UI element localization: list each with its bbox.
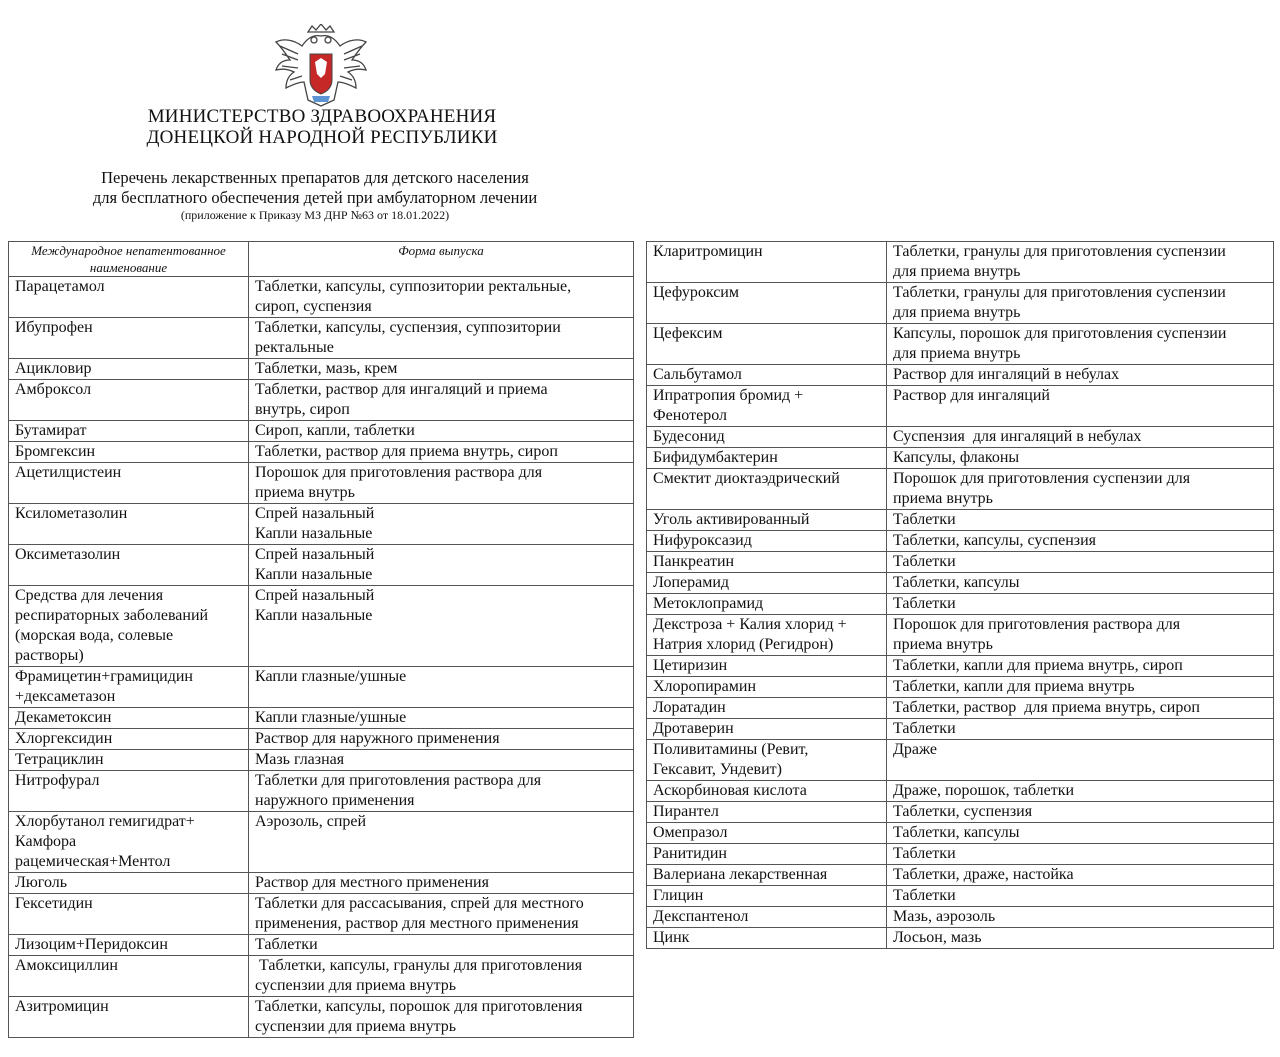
drug-name-line: Смектит диоктаэдрический	[653, 470, 840, 487]
release-form-line: Раствор для ингаляций	[893, 387, 1050, 404]
drug-name-cell	[9, 380, 249, 421]
release-form-cell	[249, 586, 634, 667]
release-form-line: Таблетки	[255, 936, 318, 953]
release-form-cell	[887, 698, 1274, 719]
release-form-line: Драже, порошок, таблетки	[893, 782, 1075, 799]
table-row	[9, 750, 634, 771]
table-row	[9, 504, 634, 545]
document-subtitle: (приложение к Приказу МЗ ДНР №63 от 18.01.2022)	[180, 208, 450, 222]
release-form-cell	[887, 552, 1274, 573]
release-form-line: Аэрозоль, спрей	[255, 813, 367, 830]
table-row	[647, 698, 1274, 719]
release-form-line: Таблетки, гранулы для приготовления суспензии	[893, 243, 1226, 260]
drug-name-cell	[647, 907, 887, 928]
drug-name-line: Хлорбутанол гемигидрат+	[15, 813, 195, 830]
drug-name-cell	[647, 365, 887, 386]
release-form-line: Таблетки, раствор для ингаляций и приема	[255, 381, 548, 398]
release-form-cell	[249, 729, 634, 750]
table-row	[9, 956, 634, 997]
release-form-line: Раствор для наружного применения	[255, 730, 500, 747]
drug-name-line: Бутамират	[15, 422, 87, 439]
release-form-line: ректальные	[255, 339, 334, 356]
release-form-cell	[249, 997, 634, 1038]
table-row	[647, 469, 1274, 510]
release-form-cell	[887, 865, 1274, 886]
drug-name-line: Глицин	[653, 887, 704, 904]
drug-name-line: рацемическая+Ментол	[15, 853, 171, 870]
drug-name-line: Парацетамол	[15, 278, 105, 295]
table-row	[9, 812, 634, 873]
drug-name-cell	[9, 359, 249, 380]
drug-name-cell	[647, 656, 887, 677]
title-line-1: Перечень лекарственных препаратов для детского населения	[101, 168, 529, 187]
drug-name-cell	[647, 283, 887, 324]
table-row	[647, 365, 1274, 386]
release-form-line: Таблетки, капсулы, суспензия	[893, 532, 1096, 549]
drug-name-line: Цинк	[653, 929, 690, 946]
release-form-line: Порошок для приготовления раствора для	[255, 464, 543, 481]
release-form-line: суспензии для приема внутрь	[255, 1018, 457, 1035]
drug-name-line: Нитрофурал	[15, 772, 100, 789]
drug-name-cell	[9, 442, 249, 463]
release-form-line: для приема внутрь	[893, 304, 1021, 321]
release-form-line: Капли назальные	[255, 566, 373, 583]
drug-name-cell	[647, 324, 887, 365]
table-row	[9, 667, 634, 708]
drug-name-cell	[647, 469, 887, 510]
release-form-line: Порошок для приготовления суспензии для	[893, 470, 1191, 487]
release-form-line: внутрь, сироп	[255, 401, 350, 418]
release-form-cell	[249, 421, 634, 442]
drug-name-line: Лоперамид	[653, 574, 730, 591]
drug-name-line: Гексавит, Ундевит)	[653, 761, 782, 778]
drug-name-line: Декспантенол	[653, 908, 749, 925]
release-form-cell	[887, 907, 1274, 928]
release-form-line: для приема внутрь	[893, 263, 1021, 280]
release-form-line: Мазь глазная	[255, 751, 345, 768]
drug-name-line: Ацикловир	[15, 360, 92, 377]
drug-name-cell	[9, 421, 249, 442]
release-form-cell	[887, 448, 1274, 469]
table-row	[647, 719, 1274, 740]
release-form-cell	[887, 594, 1274, 615]
release-form-line: наружного применения	[255, 792, 415, 809]
drug-name-line: Цефексим	[653, 325, 723, 342]
release-form-cell	[249, 956, 634, 997]
drug-name-line: Ацетилцистеин	[15, 464, 122, 481]
drug-name-cell	[9, 586, 249, 667]
left-table-body	[9, 277, 634, 1038]
table-row	[9, 997, 634, 1038]
table-row	[9, 586, 634, 667]
drug-name-line: Поливитамины (Ревит,	[653, 741, 809, 758]
drug-name-cell	[9, 935, 249, 956]
drug-name-line: Фрамицетин+грамицидин	[15, 668, 193, 685]
drug-name-line: Будесонид	[653, 428, 725, 445]
drug-name-line: респираторных заболеваний	[15, 607, 209, 624]
drug-name-cell	[9, 873, 249, 894]
drug-name-cell	[9, 277, 249, 318]
table-row	[647, 928, 1274, 949]
release-form-cell	[887, 802, 1274, 823]
release-form-cell	[887, 928, 1274, 949]
release-form-cell	[887, 573, 1274, 594]
table-row	[647, 573, 1274, 594]
drug-name-cell	[647, 594, 887, 615]
drug-name-line: Бифидумбактерин	[653, 449, 778, 466]
drug-name-line: Ибупрофен	[15, 319, 93, 336]
document-title	[60, 168, 570, 222]
ministry-line-2: ДОНЕЦКОЙ НАРОДНОЙ РЕСПУБЛИКИ	[146, 127, 498, 148]
release-form-cell	[887, 283, 1274, 324]
table-row	[647, 615, 1274, 656]
drug-name-cell	[9, 504, 249, 545]
drug-name-line: Люголь	[15, 874, 68, 891]
table-row	[647, 427, 1274, 448]
table-row	[9, 873, 634, 894]
release-form-line: Таблетки для приготовления раствора для	[255, 772, 542, 789]
release-form-line: Спрей назальный	[255, 546, 375, 563]
table-row	[647, 781, 1274, 802]
release-form-line: Таблетки, драже, настойка	[893, 866, 1074, 883]
release-form-line: Таблетки	[893, 845, 956, 862]
table-row	[9, 894, 634, 935]
ministry-line-1: МИНИСТЕРСТВО ЗДРАВООХРАНЕНИЯ	[147, 106, 497, 127]
release-form-line: Таблетки, капсулы, суспензия, суппозитории	[255, 319, 561, 336]
table-row	[647, 242, 1274, 283]
release-form-line: Таблетки, капли для приема внутрь, сироп	[893, 657, 1183, 674]
release-form-line: Драже	[893, 741, 937, 758]
drug-name-line: Кларитромицин	[653, 243, 763, 260]
release-form-line: приема внутрь	[893, 636, 993, 653]
release-form-line: приема внутрь	[255, 484, 355, 501]
drug-name-line: Омепразол	[653, 824, 728, 841]
release-form-cell	[249, 442, 634, 463]
table-row	[647, 656, 1274, 677]
drug-name-line: Амброксол	[15, 381, 92, 398]
table-row	[647, 510, 1274, 531]
release-form-cell	[249, 935, 634, 956]
coat-of-arms-icon	[272, 24, 370, 108]
release-form-cell	[887, 740, 1274, 781]
drug-name-cell	[647, 740, 887, 781]
table-row	[647, 886, 1274, 907]
release-form-line: Таблетки	[893, 887, 956, 904]
drug-name-cell	[647, 865, 887, 886]
release-form-line: Таблетки, мазь, крем	[255, 360, 398, 377]
release-form-line: Сироп, капли, таблетки	[255, 422, 415, 439]
release-form-cell	[249, 359, 634, 380]
drug-name-line: Декаметоксин	[15, 709, 112, 726]
release-form-line: Капли глазные/ушные	[255, 709, 407, 726]
release-form-cell	[887, 823, 1274, 844]
drug-name-cell	[9, 750, 249, 771]
drug-name-line: Нифуроксазид	[653, 532, 752, 549]
table-row	[647, 552, 1274, 573]
drug-name-cell	[647, 386, 887, 427]
release-form-cell	[249, 873, 634, 894]
table-row	[9, 771, 634, 812]
table-row	[9, 729, 634, 750]
drug-name-line: Дротаверин	[653, 720, 734, 737]
release-form-line: Капли назальные	[255, 525, 373, 542]
table-row	[647, 448, 1274, 469]
drug-name-line: Валериана лекарственная	[653, 866, 828, 883]
release-form-line: Спрей назальный	[255, 505, 375, 522]
release-form-cell	[887, 469, 1274, 510]
release-form-line: Капсулы, порошок для приготовления суспензии	[893, 325, 1227, 342]
release-form-line: Капсулы, флаконы	[893, 449, 1020, 466]
drug-name-cell	[647, 928, 887, 949]
column-header-form: Форма выпуска	[249, 242, 634, 277]
release-form-line: Раствор для местного применения	[255, 874, 489, 891]
release-form-line: Спрей назальный	[255, 587, 375, 604]
release-form-cell	[887, 615, 1274, 656]
release-form-line: Таблетки, суспензия	[893, 803, 1033, 820]
drug-name-line: Тетрациклин	[15, 751, 104, 768]
table-row	[647, 823, 1274, 844]
table-row	[647, 802, 1274, 823]
table-row	[647, 677, 1274, 698]
release-form-line: Таблетки	[893, 595, 956, 612]
table-row	[647, 740, 1274, 781]
release-form-line: применения, раствор для местного применения	[255, 915, 579, 932]
release-form-line: Порошок для приготовления раствора для	[893, 616, 1181, 633]
table-row	[647, 865, 1274, 886]
release-form-cell	[249, 771, 634, 812]
release-form-line: Суспензия для ингаляций в небулах	[893, 428, 1142, 445]
drug-name-cell	[647, 510, 887, 531]
drug-name-line: Бромгексин	[15, 443, 96, 460]
release-form-line: Таблетки, капсулы, порошок для приготовления	[255, 998, 583, 1015]
release-form-line: Таблетки, капсулы	[893, 574, 1020, 591]
release-form-cell	[887, 656, 1274, 677]
release-form-line: Таблетки, капсулы, суппозитории ректальные,	[255, 278, 572, 295]
drug-name-cell	[647, 823, 887, 844]
release-form-line: Капли назальные	[255, 607, 373, 624]
drug-name-cell	[647, 615, 887, 656]
drug-name-line: Фенотерол	[653, 407, 727, 424]
table-row	[9, 935, 634, 956]
drug-name-line: Хлоргексидин	[15, 730, 113, 747]
release-form-cell	[887, 719, 1274, 740]
release-form-line: Таблетки	[893, 720, 956, 737]
table-row	[9, 277, 634, 318]
drug-name-line: Декстроза + Калия хлорид +	[653, 616, 847, 633]
medications-table-left	[8, 241, 634, 1038]
drug-name-cell	[647, 552, 887, 573]
ministry-header	[110, 106, 534, 148]
medications-table-right	[646, 241, 1274, 949]
release-form-cell	[249, 463, 634, 504]
release-form-line: Капли глазные/ушные	[255, 668, 407, 685]
drug-name-line: Амоксициллин	[15, 957, 118, 974]
drug-name-line: Сальбутамол	[653, 366, 742, 383]
drug-name-line: Лизоцим+Перидоксин	[15, 936, 168, 953]
drug-name-line: Ипратропия бромид +	[653, 387, 804, 404]
release-form-cell	[249, 812, 634, 873]
release-form-cell	[249, 750, 634, 771]
drug-name-cell	[9, 318, 249, 359]
table-row	[647, 386, 1274, 427]
release-form-line: Таблетки, гранулы для приготовления суспензии	[893, 284, 1226, 301]
table-row	[647, 907, 1274, 928]
release-form-cell	[887, 844, 1274, 865]
drug-name-line: Цефуроксим	[653, 284, 739, 301]
drug-name-cell	[9, 667, 249, 708]
release-form-cell	[887, 324, 1274, 365]
release-form-line: Таблетки, капсулы	[893, 824, 1020, 841]
release-form-cell	[887, 781, 1274, 802]
release-form-line: Таблетки, раствор для приема внутрь, сироп	[255, 443, 558, 460]
drug-name-cell	[647, 531, 887, 552]
table-row	[9, 359, 634, 380]
release-form-cell	[249, 504, 634, 545]
release-form-cell	[887, 242, 1274, 283]
drug-name-line: растворы)	[15, 647, 84, 664]
release-form-cell	[249, 894, 634, 935]
drug-name-cell	[647, 427, 887, 448]
drug-name-line: Аскорбиновая кислота	[653, 782, 807, 799]
release-form-line: Таблетки, раствор для приема внутрь, сироп	[893, 699, 1200, 716]
drug-name-line: Лоратадин	[653, 699, 726, 716]
drug-name-cell	[9, 894, 249, 935]
release-form-cell	[887, 531, 1274, 552]
table-row	[647, 324, 1274, 365]
drug-name-line: Пирантел	[653, 803, 719, 820]
drug-name-cell	[647, 844, 887, 865]
drug-name-line: Оксиметазолин	[15, 546, 121, 563]
drug-name-cell	[647, 802, 887, 823]
right-table-body	[647, 242, 1274, 949]
drug-name-line: Уголь активированный	[653, 511, 810, 528]
drug-name-cell	[647, 698, 887, 719]
release-form-cell	[887, 386, 1274, 427]
drug-name-line: Панкреатин	[653, 553, 735, 570]
table-row	[9, 421, 634, 442]
release-form-cell	[887, 886, 1274, 907]
release-form-cell	[887, 677, 1274, 698]
release-form-line: Лосьон, мазь	[893, 929, 982, 946]
release-form-line: приема внутрь	[893, 490, 993, 507]
release-form-cell	[249, 545, 634, 586]
drug-name-line: Азитромицин	[15, 998, 109, 1015]
drug-name-cell	[9, 812, 249, 873]
drug-name-cell	[9, 729, 249, 750]
drug-name-cell	[647, 573, 887, 594]
table-row	[9, 545, 634, 586]
column-header-name: Международное непатентованное наименование	[9, 242, 249, 277]
drug-name-cell	[9, 545, 249, 586]
drug-name-cell	[647, 886, 887, 907]
drug-name-line: Метоклопрамид	[653, 595, 764, 612]
release-form-cell	[887, 510, 1274, 531]
drug-name-cell	[647, 781, 887, 802]
drug-name-cell	[9, 997, 249, 1038]
drug-name-line: Камфора	[15, 833, 77, 850]
drug-name-cell	[9, 463, 249, 504]
release-form-cell	[249, 277, 634, 318]
release-form-cell	[249, 708, 634, 729]
release-form-line: Мазь, аэрозоль	[893, 908, 996, 925]
drug-name-line: Цетиризин	[653, 657, 728, 674]
drug-name-line: Хлоропирамин	[653, 678, 757, 695]
release-form-cell	[887, 365, 1274, 386]
table-row	[647, 594, 1274, 615]
drug-name-line: Средства для лечения	[15, 587, 164, 604]
release-form-cell	[249, 667, 634, 708]
release-form-cell	[249, 318, 634, 359]
table-row	[647, 844, 1274, 865]
table-header-row	[9, 242, 634, 277]
drug-name-line: +дексаметазон	[15, 688, 116, 705]
drug-name-line: Гексетидин	[15, 895, 93, 912]
release-form-line: Таблетки, капсулы, гранулы для приготовления	[255, 957, 583, 974]
release-form-cell	[887, 427, 1274, 448]
drug-name-line: (морская вода, солевые	[15, 627, 174, 644]
drug-name-line: Ранитидин	[653, 845, 727, 862]
table-row	[647, 531, 1274, 552]
drug-name-cell	[9, 956, 249, 997]
release-form-line: Таблетки для рассасывания, спрей для местного	[255, 895, 584, 912]
release-form-line: Таблетки	[893, 553, 956, 570]
title-line-2: для бесплатного обеспечения детей при амбулаторном лечении	[92, 188, 538, 207]
drug-name-line: Ксилометазолин	[15, 505, 128, 522]
release-form-line: сироп, суспензия	[255, 298, 372, 315]
drug-name-cell	[647, 448, 887, 469]
release-form-line: суспензии для приема внутрь	[255, 977, 457, 994]
release-form-line: Раствор для ингаляций в небулах	[893, 366, 1120, 383]
drug-name-cell	[647, 242, 887, 283]
drug-name-cell	[9, 771, 249, 812]
table-row	[9, 318, 634, 359]
drug-name-line: Натрия хлорид (Регидрон)	[653, 636, 834, 653]
drug-name-cell	[9, 708, 249, 729]
drug-name-cell	[647, 719, 887, 740]
release-form-line: Таблетки	[893, 511, 956, 528]
table-row	[9, 708, 634, 729]
table-row	[9, 442, 634, 463]
drug-name-cell	[647, 677, 887, 698]
table-row	[9, 463, 634, 504]
release-form-line: Таблетки, капли для приема внутрь	[893, 678, 1135, 695]
table-row	[647, 283, 1274, 324]
release-form-cell	[249, 380, 634, 421]
release-form-line: для приема внутрь	[893, 345, 1021, 362]
table-row	[9, 380, 634, 421]
